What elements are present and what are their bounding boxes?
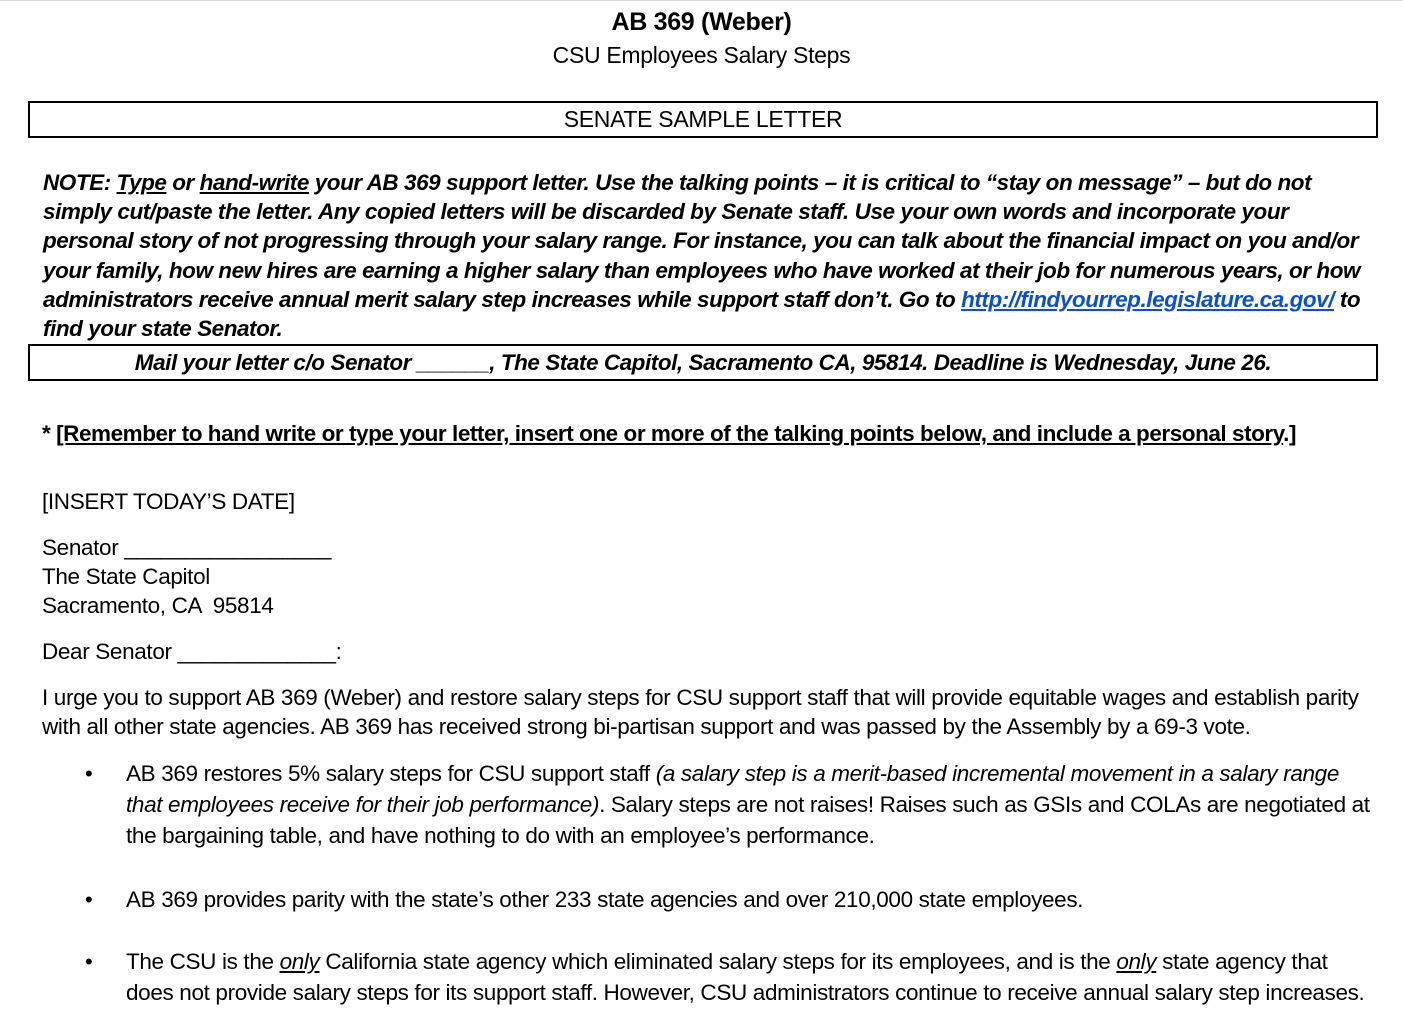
bullet1-definition: (a salary step is a merit-based incremental movement in a salary range that employees receive for their job performance) [126, 761, 1339, 817]
senate-sample-letter-banner [28, 101, 1378, 138]
page-subtitle: CSU Employees Salary Steps [552, 42, 851, 68]
address-line-city: Sacramento, CA 95814 [42, 593, 274, 618]
note-prefix: NOTE: [43, 170, 117, 195]
page-title: AB 369 (Weber) [611, 8, 792, 36]
top-divider [0, 0, 1403, 1]
recipient-address [42, 533, 331, 620]
mail-instructions-text: Mail your letter c/o Senator ______, The State Capitol, Sacramento CA, 95814. Deadline is Wednesday, June 26. [134, 350, 1272, 375]
note-handwrite-word: hand-write [199, 170, 309, 195]
banner-label: SENATE SAMPLE LETTER [563, 106, 843, 132]
reminder-star: * [42, 421, 57, 446]
mail-instructions-box [28, 344, 1378, 381]
date-placeholder: [INSERT TODAY’S DATE] [42, 489, 295, 514]
address-line-capitol: The State Capitol [42, 564, 210, 589]
talking-point-text [126, 758, 1371, 851]
opening-paragraph: I urge you to support AB 369 (Weber) and restore salary steps for CSU support staff that will provide equitable wages and establish parity with all other state agencies. AB 369 has received strong bi-partisan support and was passed by the Assembly by a 69-3 vote. [42, 685, 1359, 739]
findyourrep-link[interactable]: http://findyourrep.legislature.ca.gov/ [961, 286, 1335, 312]
bullet3-part2: California state agency which eliminated salary steps for its employees, and is the [319, 949, 1117, 974]
note-type-word: Type [116, 170, 167, 195]
reminder-line [42, 421, 1382, 447]
note-body: your AB 369 support letter. Use the talking points – it is critical to “stay on message” – but do not simply cut/paste the letter. Any copied letters will be discarded by Senate staff. Use your own words and incorporate your personal story of not progressing through your salary range. For instance, you can talk about the financial impact on you and/or your family, how new hires are earning a higher salary than employees who have worked at their job for numerous years, or how administrators receive annual merit salary step increases while support staff don’t. Go to [43, 170, 1361, 312]
salutation: Dear Senator _____________: [42, 639, 342, 664]
note-suffix: to find your state Senator. [43, 286, 1361, 342]
bullet1-lead: AB 369 restores 5% salary steps for CSU support staff [126, 761, 656, 786]
bullet3-part1: The CSU is the [126, 949, 280, 974]
bullet-icon: • [85, 761, 93, 786]
bullet3-only-emphasis: only [279, 949, 320, 974]
bullet-icon: • [85, 887, 93, 912]
bullet1-rest: . Salary steps are not raises! Raises such as GSIs and COLAs are negotiated at the bargaining table, and have nothing to do with an employee’s performance. [126, 792, 1370, 848]
reminder-end: .] [1283, 421, 1296, 446]
bullet-icon: • [85, 949, 93, 974]
bullet3-part3: state agency that does not provide salary steps for its support staff. However, CSU administrators continue to receive annual salary step increases. [126, 949, 1365, 1005]
note-or-word: or [166, 170, 200, 195]
bullet3-only-emphasis: only [1116, 949, 1157, 974]
address-line-senator: Senator _________________ [42, 535, 332, 560]
instruction-note [43, 168, 1378, 343]
talking-point-text [126, 946, 1371, 1008]
reminder-text: [Remember to hand write or type your letter, insert one or more of the talking points below, and include a personal story [56, 421, 1284, 446]
talking-point-text: AB 369 provides parity with the state’s other 233 state agencies and over 210,000 state employees. [126, 887, 1084, 912]
